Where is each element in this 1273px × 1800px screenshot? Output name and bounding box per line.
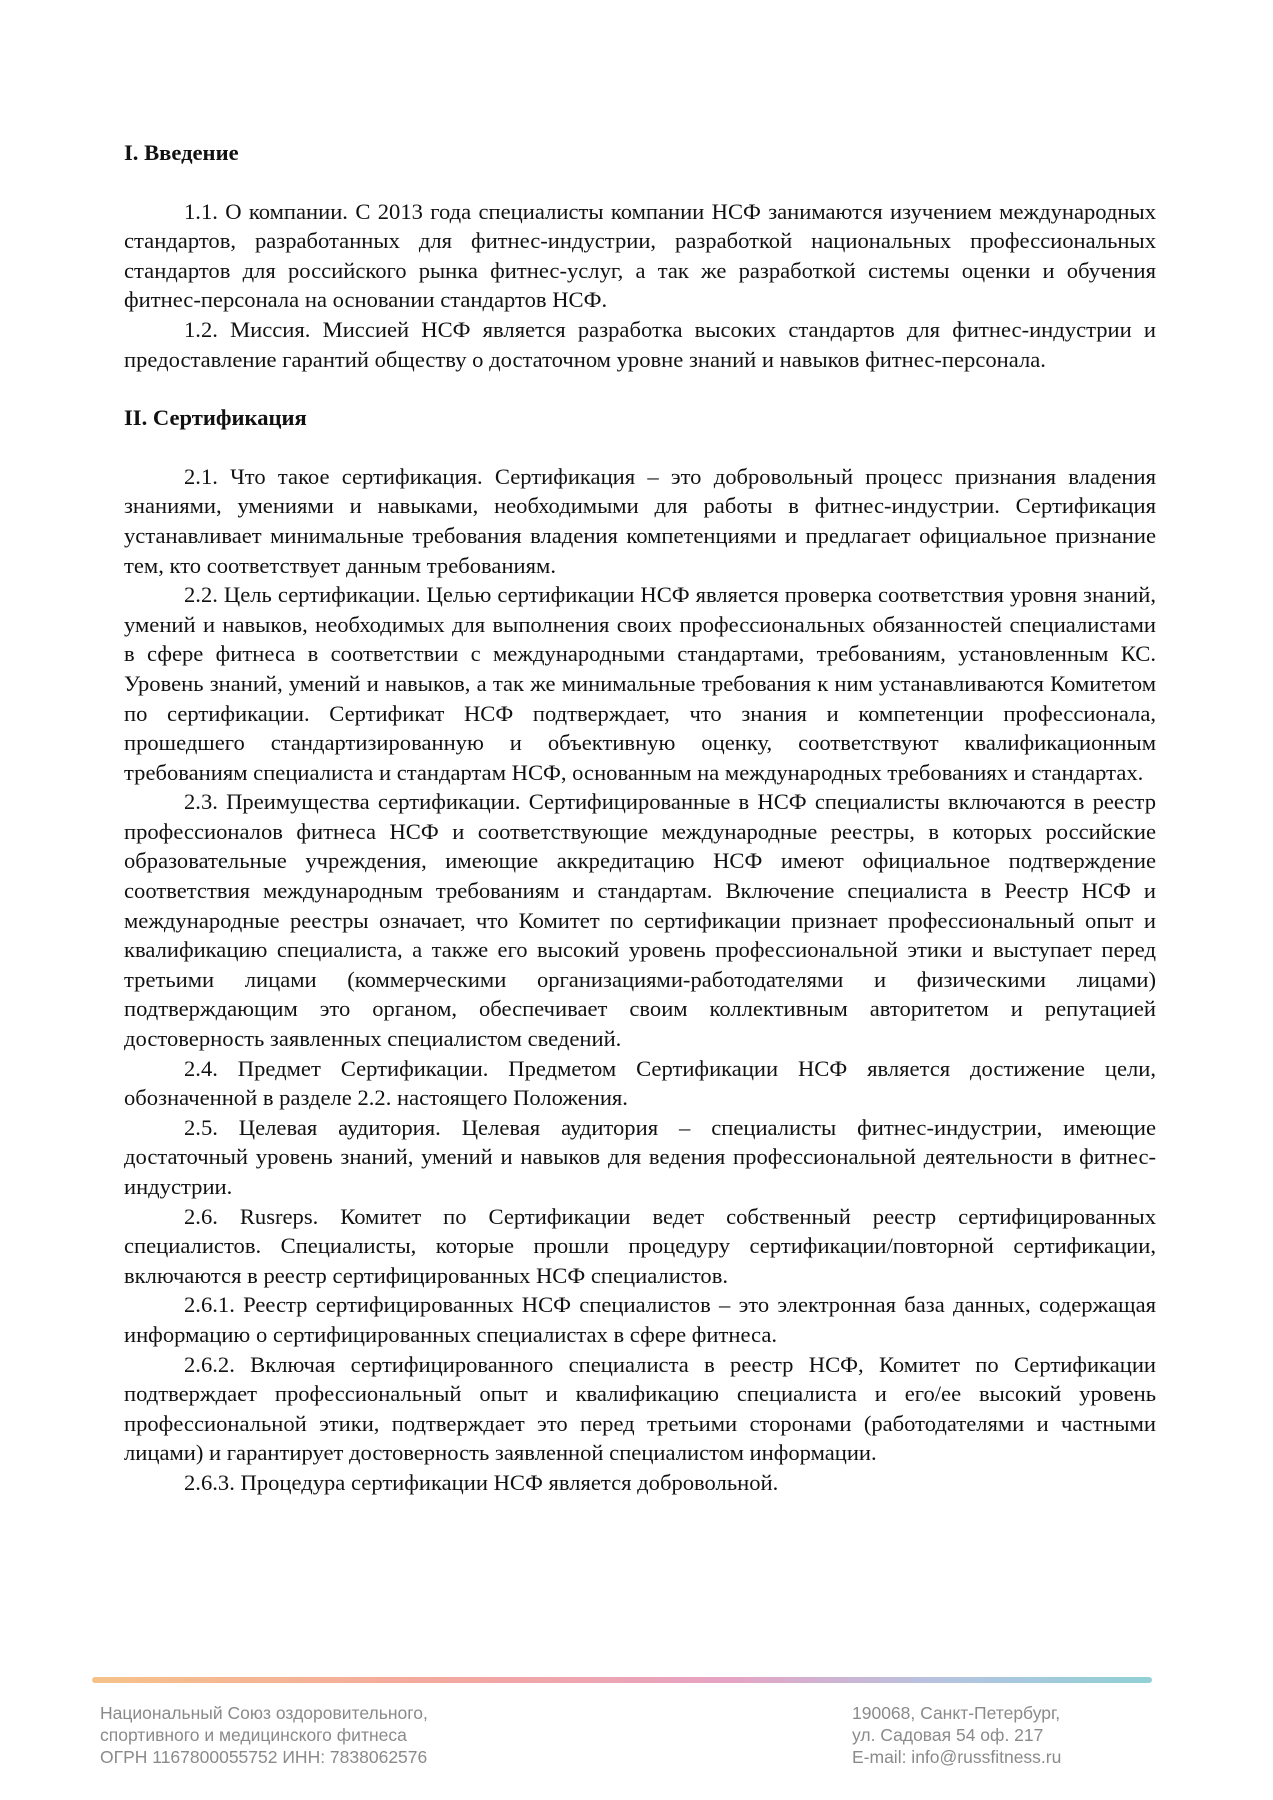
- paragraph-2-2: 2.2. Цель сертификации. Целью сертификации НСФ является проверка соответствия уровня знаний, умений и навыков, необходимых для выполнения своих профессиональных обязанностей специалистами в сфере фитнеса в соответствии с международными стандартами, требованиям, установленным КС. Уровень знаний, умений и навыков, а так же минимальные требования к ним устанавливаются Комитетом по сертификации. Сертификат НСФ подтверждает, что знания и компетенции профессионала, прошедшего стандартизированную и объективную оценку, соответствуют квалификационным требованиям специалиста и стандартам НСФ, основанным на международных требованиях и стандартах.: [124, 582, 1156, 785]
- paragraph-2-5: 2.5. Целевая аудитория. Целевая аудитория – специалисты фитнес-индустрии, имеющие достаточный уровень знаний, умений и навыков для ведения профессиональной деятельности в фитнес-индустрии.: [124, 1114, 1156, 1199]
- paragraph-2-6-3: 2.6.3. Процедура сертификации НСФ является добровольной.: [184, 1469, 779, 1495]
- paragraph-2-6-2: 2.6.2. Включая сертифицированного специалиста в реестр НСФ, Комитет по Сертификации подтверждает профессиональный опыт и квалификацию специалиста и его/ее высокий уровень профессиональной этики, подтверждает это перед третьими сторонами (работодателями и частными лицами) и гарантирует достоверность заявленной специалистом информации.: [124, 1351, 1156, 1466]
- footer-org-line: спортивного и медицинского фитнеса: [100, 1725, 407, 1745]
- footer-address-line: ул. Садовая 54 оф. 217: [852, 1725, 1044, 1745]
- footer-org-line: Национальный Союз оздоровительного,: [100, 1703, 428, 1723]
- footer-email[interactable]: E-mail: info@russfitness.ru: [852, 1747, 1062, 1767]
- paragraph-2-4: 2.4. Предмет Сертификации. Предметом Сертификации НСФ является достижение цели, обозначенной в разделе 2.2. настоящего Положения.: [124, 1055, 1156, 1111]
- section-heading-introduction: I. Введение: [124, 140, 239, 165]
- paragraph-1-2: 1.2. Миссия. Миссией НСФ является разработка высоких стандартов для фитнес-индустрии и предоставление гарантий обществу о достаточном уровне знаний и навыков фитнес-персонала.: [124, 316, 1156, 372]
- footer-gradient-divider: [92, 1677, 1152, 1683]
- paragraph-2-1: 2.1. Что такое сертификация. Сертификация – это добровольный процесс признания владения знаниями, умениями и навыками, необходимыми для работы в фитнес-индустрии. Сертификация устанавливает минимальные требования владения компетенциями и предлагает официальное признание тем, кто соответствует данным требованиям.: [124, 463, 1156, 578]
- footer-organization-info: [100, 1702, 428, 1768]
- paragraph-2-6: 2.6. Rusreps. Комитет по Сертификации ведет собственный реестр сертифицированных специалистов. Специалисты, которые прошли процедуру сертификации/повторной сертификации, включаются в реестр сертифицированных НСФ специалистов.: [124, 1203, 1156, 1288]
- section-heading-certification: II. Сертификация: [124, 405, 307, 431]
- paragraph-1-1: 1.1. О компании. С 2013 года специалисты компании НСФ занимаются изучением международных стандартов, разработанных для фитнес-индустрии, разработкой национальных профессиональных стандартов для российского рынка фитнес-услуг, а так же разработкой системы оценки и обучения фитнес-персонала на основании стандартов НСФ.: [124, 198, 1156, 313]
- footer-address-line: 190068, Санкт-Петербург,: [852, 1703, 1061, 1723]
- footer-contact-info: [852, 1702, 1061, 1768]
- paragraph-2-6-1: 2.6.1. Реестр сертифицированных НСФ специалистов – это электронная база данных, содержащая информацию о сертифицированных специалистах в сфере фитнеса.: [124, 1292, 1156, 1347]
- document-body: [124, 138, 1156, 1498]
- paragraph-2-3: 2.3. Преимущества сертификации. Сертифицированные в НСФ специалисты включаются в реестр профессионалов фитнеса НСФ и соответствующие международные реестры, в которых российские образовательные учреждения, имеющие аккредитацию НСФ имеют официальное подтверждение соответствия международным требованиям и стандартам. Включение специалиста в Реестр НСФ и международные реестры означает, что Комитет по сертификации признает профессиональный опыт и квалификацию специалиста, а также его высокий уровень профессиональной этики и выступает перед третьими лицами (коммерческими организациями-работодателями и физическими лицами) подтверждающим это органом, обеспечивает своим коллективным авторитетом и репутацией достоверность заявленных специалистом сведений.: [124, 789, 1156, 1052]
- footer-registration-line: ОГРН 1167800055752 ИНН: 7838062576: [100, 1747, 428, 1767]
